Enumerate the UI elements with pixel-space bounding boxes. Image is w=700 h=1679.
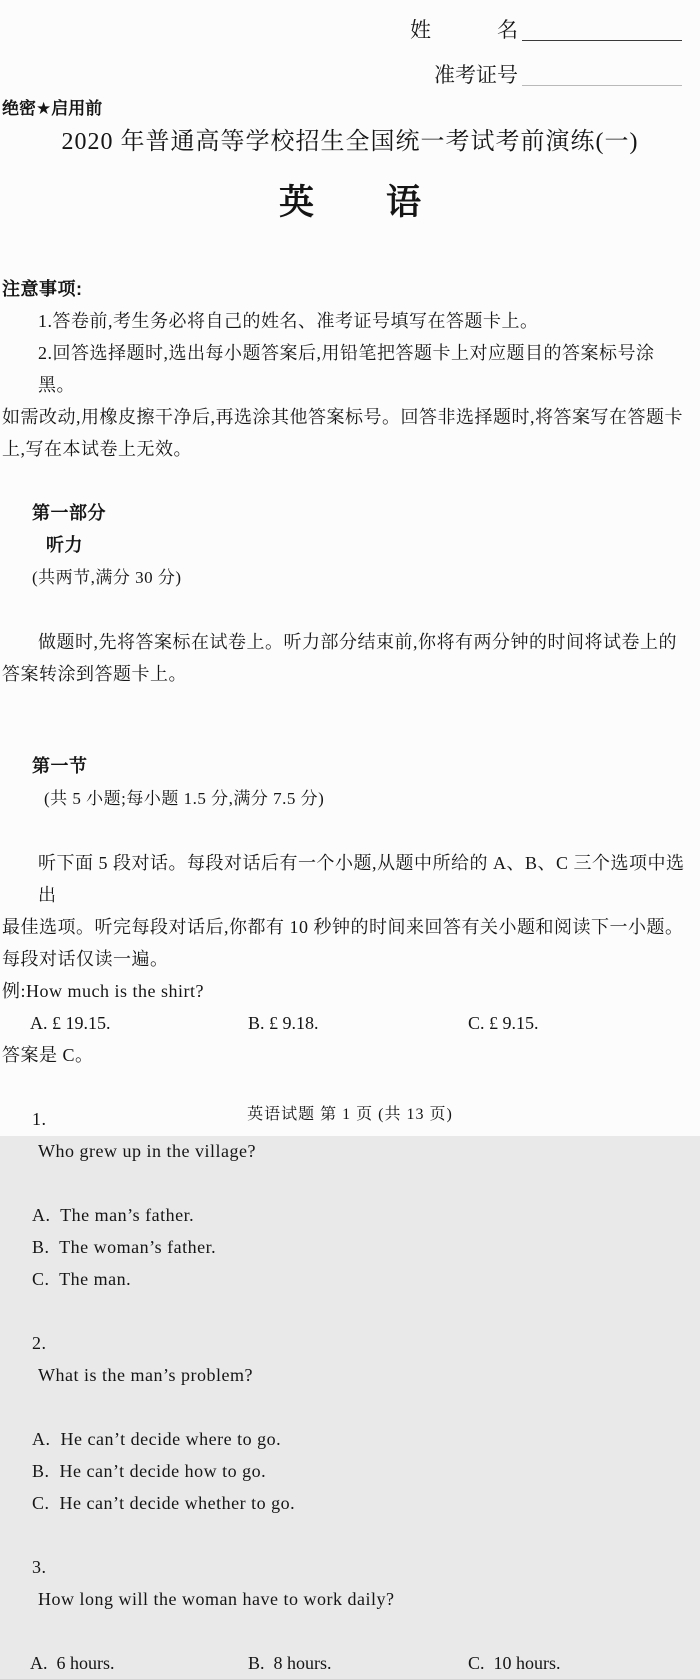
admission-field-label: 准考证号 [434, 63, 518, 87]
example-options-row [2, 1007, 690, 1039]
part1-meta: (共两节,满分 30 分) [32, 568, 182, 587]
paper-body [0, 273, 700, 1679]
part1-line: 做题时,先将答案标在试卷上。听力部分结束前,你将有两分钟的时间将试卷上的 [38, 632, 677, 652]
question-stem [2, 1295, 690, 1423]
subject-char: 英 [278, 183, 314, 222]
name-label-char: 姓 [410, 18, 431, 42]
example-answer: 答案是 C。 [2, 1045, 94, 1065]
question-option: A. He can’t decide where to go. [32, 1429, 282, 1449]
example-option-c: C. £ 9.15. [468, 1013, 539, 1033]
question-number: 3. [32, 1557, 47, 1577]
question-number: 1. [32, 1109, 47, 1129]
question-number: 2. [32, 1333, 47, 1353]
admission-blank-line [522, 84, 682, 86]
part1-label: 第一部分 [32, 503, 106, 523]
example-option-a: A. £ 19.15. [30, 1013, 111, 1033]
section1-meta: (共 5 小题;每小题 1.5 分,满分 7.5 分) [44, 789, 325, 808]
section1-heading [2, 718, 690, 847]
candidate-fields [0, 0, 700, 89]
notice-line: 2.回答选择题时,选出每小题答案后,用铅笔把答题卡上对应题目的答案标号涂黑。 [38, 343, 655, 395]
exam-title: 2020 年普通高等学校招生全国统一考试考前演练(一) [61, 129, 639, 155]
section1-line: 最佳选项。听完每段对话后,你都有 10 秒钟的时间来回答有关小题和阅读下一小题。 [2, 917, 684, 937]
question-option: A. The man’s father. [32, 1205, 195, 1225]
question-option: B. The woman’s father. [32, 1237, 217, 1257]
part1-heading [2, 465, 690, 626]
notice-heading: 注意事项: [2, 279, 83, 299]
watermark-line: 翻印必究 [107, 730, 234, 765]
question-option: C. The man. [32, 1269, 132, 1289]
notice-line: 如需改动,用橡皮擦干净后,再选涂其他答案标号。回答非选择题时,将答案写在答题卡 [2, 407, 683, 427]
section1-line: 听下面 5 段对话。每段对话后有一个小题,从题中所给的 A、B、C 三个选项中选出 [38, 853, 685, 905]
notice-line: 上,写在本试卷上无效。 [2, 439, 192, 459]
watermark-line: 版权所有 [107, 686, 234, 722]
question-option: C. 10 hours. [468, 1653, 561, 1673]
question-stem [2, 1071, 690, 1199]
question-text: What is the man’s problem? [38, 1365, 253, 1385]
name-field-label [410, 14, 518, 44]
question-text: Who grew up in the village? [38, 1141, 256, 1161]
question-option: A. 6 hours. [30, 1653, 115, 1673]
subject-title [0, 177, 700, 223]
name-field-row [0, 6, 682, 44]
section1-line: 每段对话仅读一遍。 [2, 949, 169, 969]
name-blank-line [522, 39, 682, 41]
question-option: B. He can’t decide how to go. [32, 1461, 267, 1481]
question-text: How long will the woman have to work daily? [38, 1589, 395, 1609]
classification-banner: 绝密★启用前 [2, 99, 103, 118]
part1-line: 答案转涂到答题卡上。 [2, 664, 187, 684]
question-option: C. He can’t decide whether to go. [32, 1493, 296, 1513]
section1-label: 第一节 [32, 756, 88, 776]
name-label-char: 名 [497, 18, 518, 42]
question-option: B. 8 hours. [248, 1653, 332, 1673]
question-stem [2, 1519, 690, 1647]
question-options-row [2, 1647, 690, 1679]
admission-field-row [0, 51, 682, 89]
subject-char: 语 [386, 183, 422, 222]
page-footer: 英语试题 第 1 页 (共 13 页) [247, 1106, 453, 1123]
example-option-b: B. £ 9.18. [248, 1013, 319, 1033]
watermark-line: 炎德文化 [107, 643, 234, 678]
notice-line: 1.答卷前,考生务必将自己的姓名、准考证号填写在答题卡上。 [38, 311, 539, 331]
part1-title: 听力 [46, 535, 83, 555]
example-prompt: 例:How much is the shirt? [2, 981, 204, 1001]
